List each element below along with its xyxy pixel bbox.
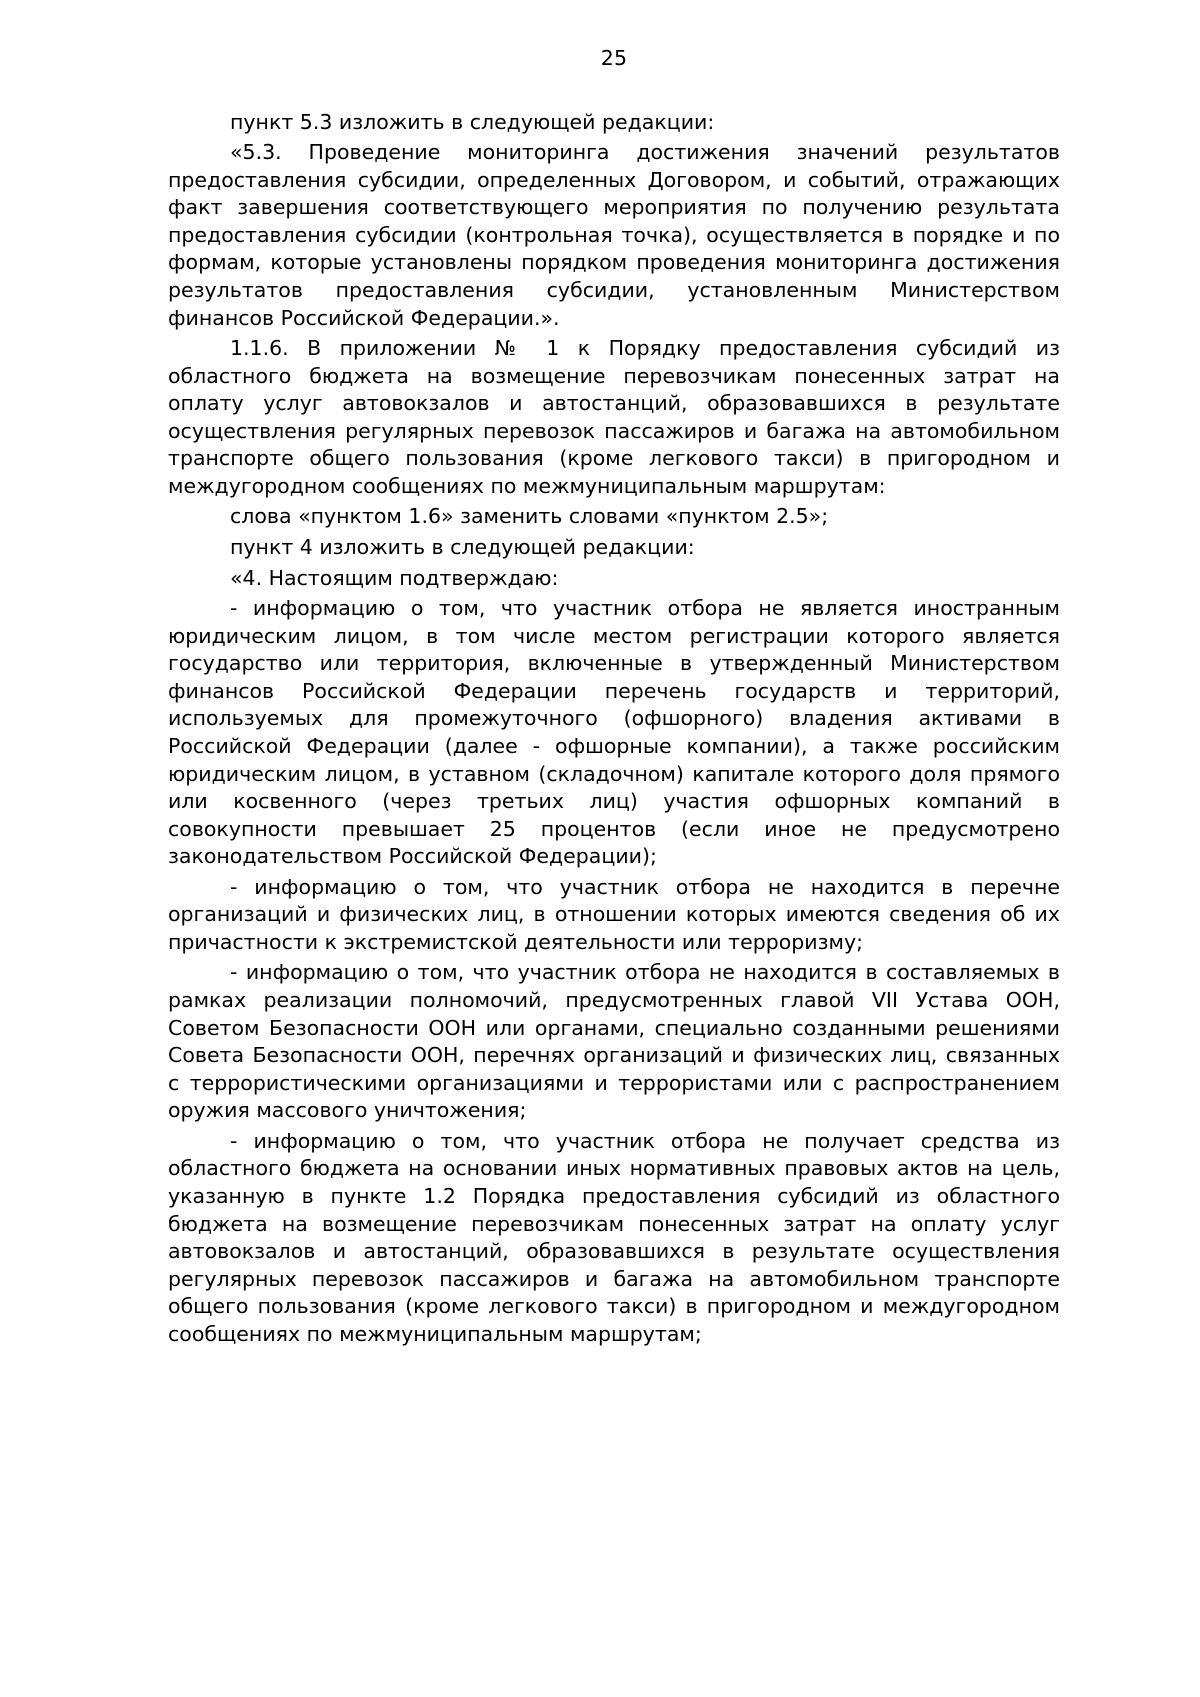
paragraph-item-4-intro: пункт 4 изложить в следующей редакции: <box>230 535 695 560</box>
paragraph-replace-words: слова «пунктом 1.6» заменить словами «пунктом 2.5»; <box>230 504 829 529</box>
paragraph-item-5-3-intro: пункт 5.3 изложить в следующей редакции: <box>230 109 715 134</box>
paragraph-bullet-no-other-funds: - информацию о том, что участник отбора не получает средства из областного бюджета на основании иных нормативных правовых актов на цель, указанную в пункте 1.2 Порядка предоставления субсидий из областного бюджета на возмещение перевозчикам понесенных затрат на оплату услуг автовокзалов и автостанций, образовавшихся в результате осуществления регулярных перевозок пассажиров и багажа на автомобильном транспорте общего пользования (кроме легкового такси) в пригородном и междугородном сообщениях по межмуниципальным маршрутам; <box>168 1128 1060 1346</box>
paragraph-bullet-un-sanctions-list: - информацию о том, что участник отбора не находится в составляемых в рамках реализации полномочий, предусмотренных главой VII Устава ООН, Советом Безопасности ООН или органами, специально созданными решениями Совета Безопасности ООН, перечнях организаций и физических лиц, связанных с террористическими организациями и террористами или с распространением оружия массового уничтожения; <box>168 960 1060 1123</box>
page-number: 25 <box>600 46 628 70</box>
document-body <box>168 109 1060 1349</box>
paragraph-clause-1-1-6: 1.1.6. В приложении № 1 к Порядку предоставления субсидий из областного бюджета на возмещение перевозчикам понесенных затрат на оплату услуг автовокзалов и автостанций, образовавшихся в результате осуществления регулярных перевозок пассажиров и багажа на автомобильном транспорте общего пользования (кроме легкового такси) в пригородном и междугородном сообщениях по межмуниципальным маршрутам: <box>168 336 1060 498</box>
paragraph-bullet-foreign-entity: - информацию о том, что участник отбора не является иностранным юридическим лицом, в том числе местом регистрации которого является государство или территория, включенные в утвержденный Министерством финансов Российской Федерации перечень государств и территорий, используемых для промежуточного (офшорного) владения активами в Российской Федерации (далее - офшорные компании), а также российским юридическим лицом, в уставном (складочном) капитале которого доля прямого или косвенного (через третьих лиц) участия офшорных компаний в совокупности превышает 25 процентов (если иное не предусмотрено законодательством Российской Федерации); <box>168 596 1060 869</box>
paragraph-clause-4-heading: «4. Настоящим подтверждаю: <box>230 565 559 590</box>
paragraph-bullet-extremism-list: - информацию о том, что участник отбора не находится в перечне организаций и физических лиц, в отношении которых имеются сведения об их причастности к экстремистской деятельности или терроризму; <box>168 874 1060 954</box>
paragraph-clause-5-3: «5.3. Проведение мониторинга достижения значений результатов предоставления субсидии, определенных Договором, и событий, отражающих факт завершения соответствующего мероприятия по получению результата предоставления субсидии (контрольная точка), осуществляется в порядке и по формам, которые установлены порядком проведения мониторинга достижения результатов предоставления субсидии, установленным Министерством финансов Российской Федерации.». <box>168 140 1060 330</box>
